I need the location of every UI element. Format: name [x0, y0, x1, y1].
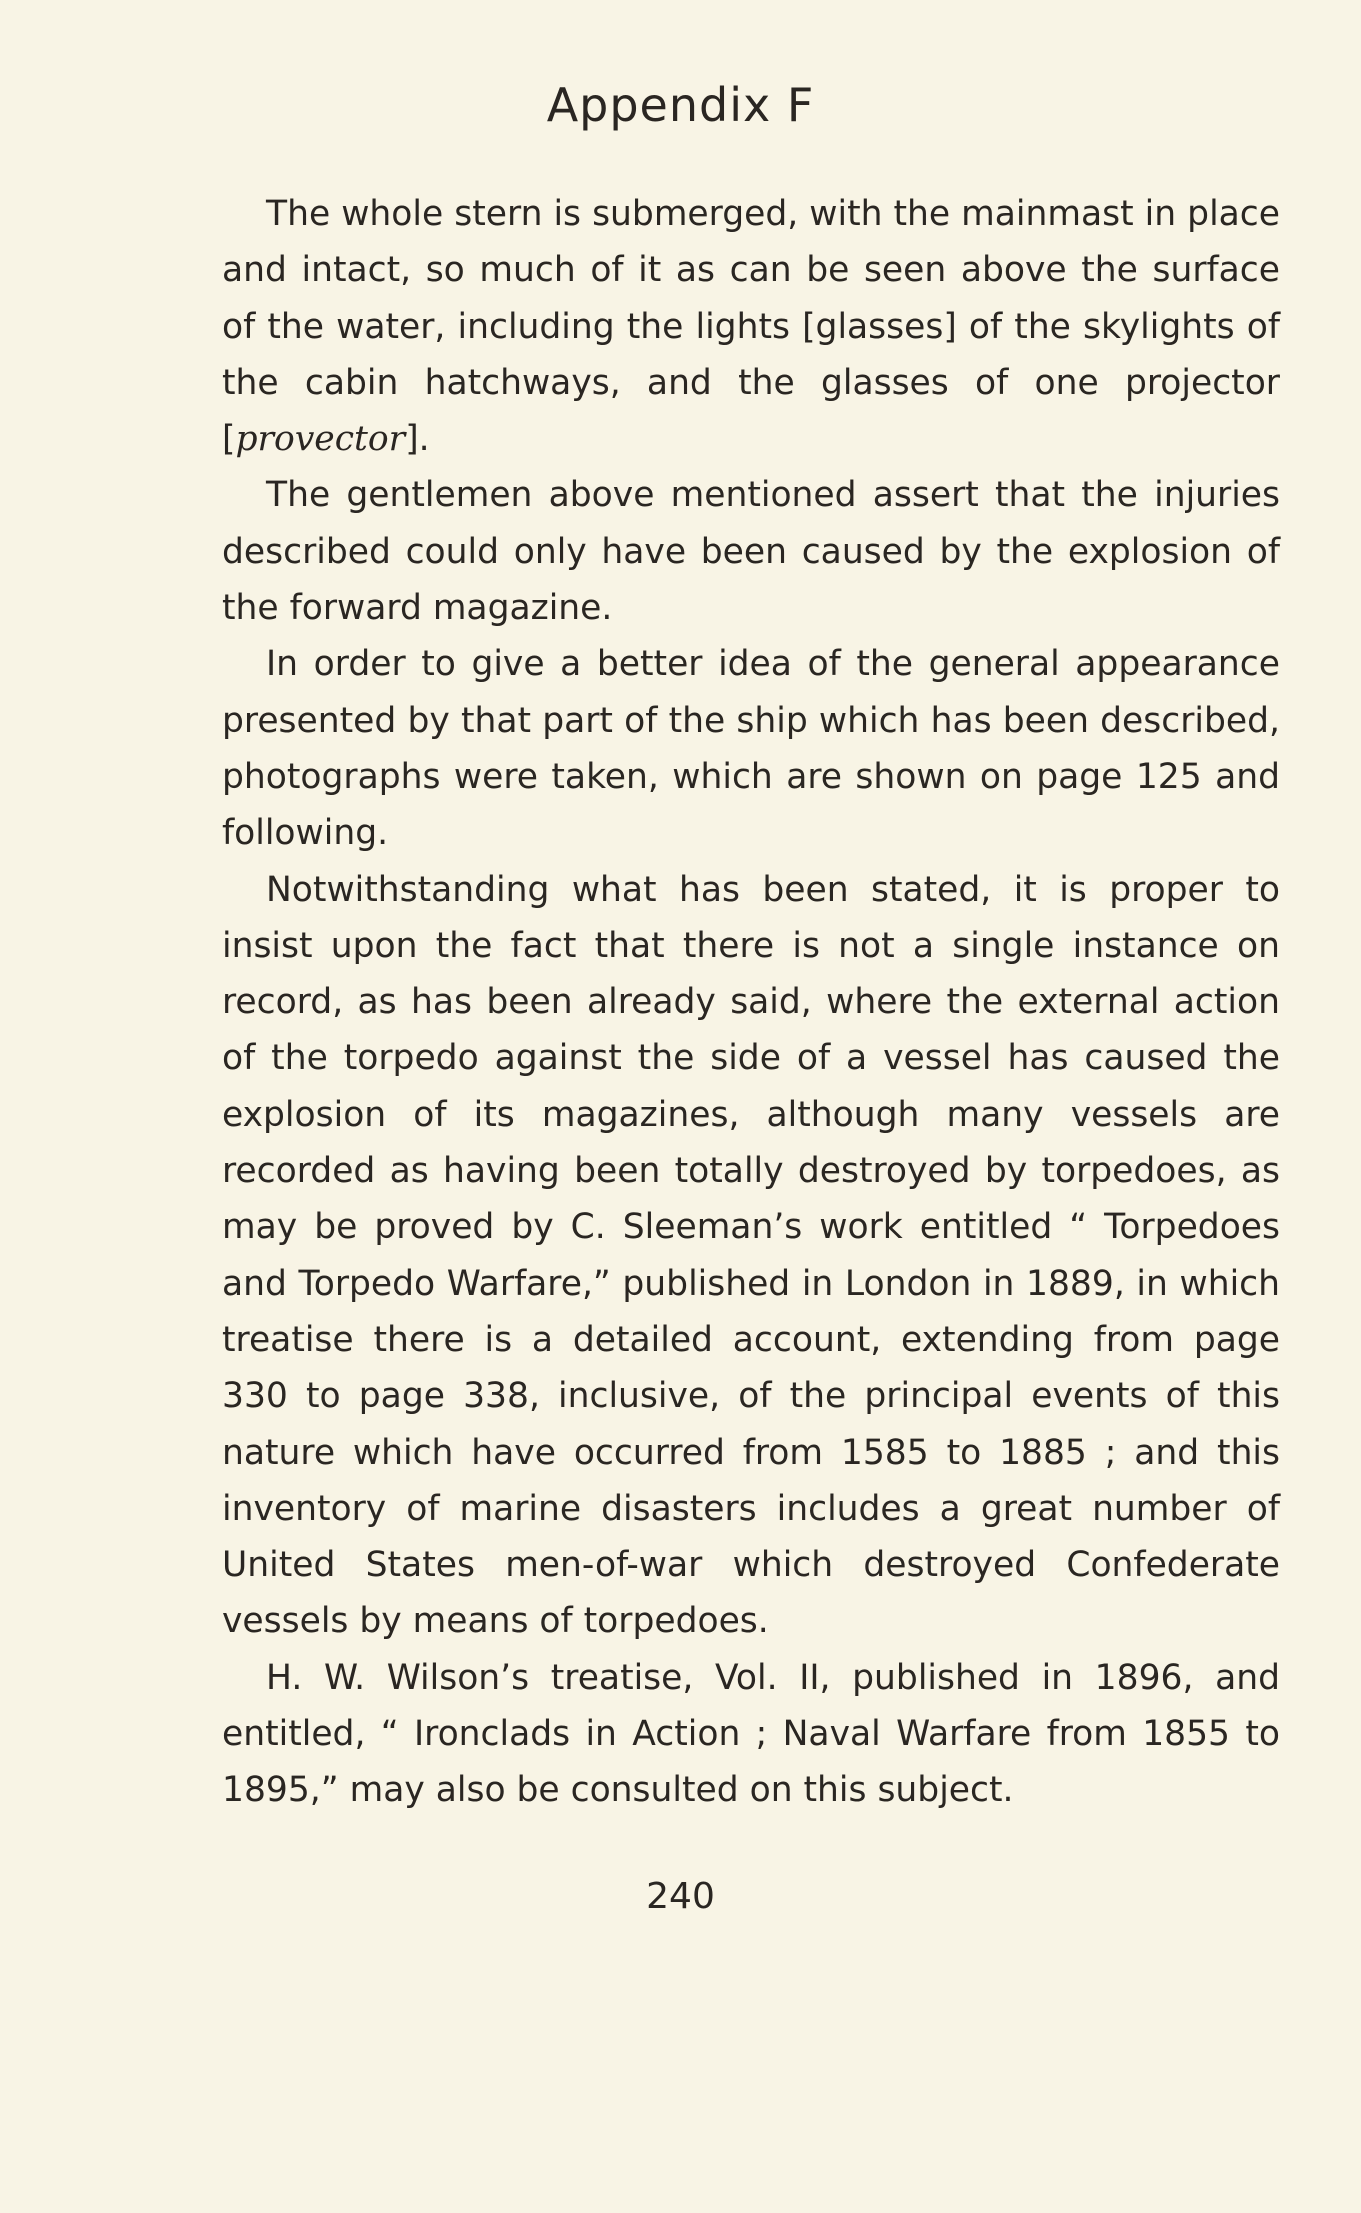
page-number: 240 — [646, 1876, 715, 1917]
paragraph-stern-end: ]. — [405, 419, 430, 460]
body-text — [222, 186, 1280, 1819]
paragraph-stern-italic: provector — [235, 419, 406, 460]
paragraph-gentlemen: The gentlemen above mentioned assert that the injuries described could only have been caused by the explosion of the forward magazine. — [222, 475, 1280, 629]
paragraph-stern-text: The whole stern is submerged, with the mainmast in place and intact, so much of it as can be seen above the surface of the water, including the lights [glasses] of the skylights of the cabin hatchways, and the glasses of one projector [ — [222, 194, 1280, 460]
paragraph-notwithstanding: Notwithstanding what has been stated, it is proper to insist upon the fact that there is not a single instance on record, as has been already said, where the external action of the torpedo against the side of a vessel has caused the explosion of its magazines, although many vessels are recorded as having been totally destroyed by torpedoes, as may be proved by C. Sleeman’s work entitled “ Torpedoes and Torpedo Warfare,” published in London in 1889, in which treatise there is a detailed account, extending from page 330 to page 338, inclusive, of the principal events of this nature which have occurred from 1585 to 1885 ; and this inventory of marine disasters includes a great number of United States men-of-war which destroyed Confederate vessels by means of torpedoes. — [222, 869, 1280, 1642]
paragraph-wilson: H. W. Wilson’s treatise, Vol. II, published in 1896, and entitled, “ Ironclads in Action ; Naval Warfare from 1855 to 1895,” may also be consulted on this subject. — [222, 1657, 1280, 1811]
paragraph-photographs: In order to give a better idea of the general appearance presented by that part of the ship which has been described, photographs were taken, which are shown on page 125 and following. — [222, 644, 1280, 854]
paragraph-stern — [222, 186, 1280, 467]
running-header: Appendix F — [546, 78, 815, 132]
